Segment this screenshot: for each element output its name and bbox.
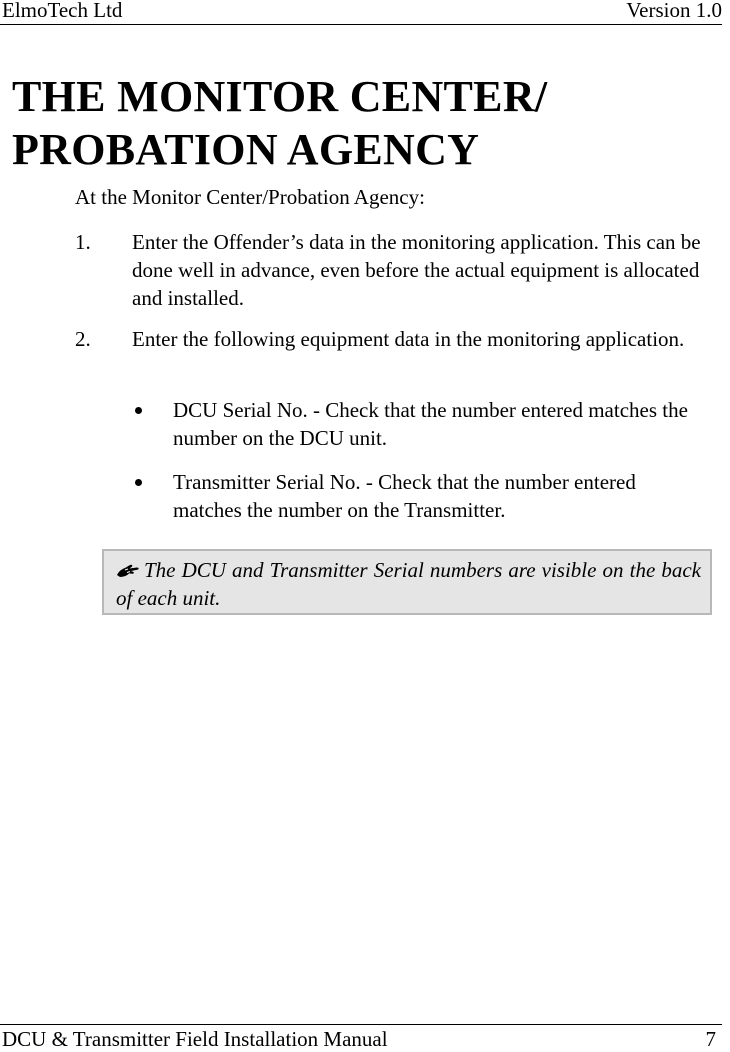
pointing-hand-icon	[116, 562, 140, 578]
bullet-dot-icon	[135, 479, 142, 486]
header-version: Version 1.0	[626, 0, 722, 22]
step-number: 1.	[75, 230, 91, 254]
step-number: 2.	[75, 327, 91, 351]
bullet-text: Transmitter Serial No. - Check that the number entered matches the number on the Transmitter.	[173, 470, 636, 522]
note-text: The DCU and Transmitter Serial numbers are visible on the back of each unit.	[116, 558, 701, 610]
footer-manual-title: DCU & Transmitter Field Installation Manual	[2, 1027, 388, 1051]
footer-page-number: 7	[705, 1027, 716, 1051]
page-header	[0, 0, 722, 25]
note-box	[102, 549, 712, 615]
bullet-dot-icon	[135, 407, 142, 414]
intro-text: At the Monitor Center/Probation Agency:	[75, 185, 425, 209]
page-title	[12, 70, 547, 176]
header-company: ElmoTech Ltd	[2, 0, 123, 22]
title-line-1: THE MONITOR CENTER/	[12, 72, 548, 121]
step-text: Enter the following equipment data in the monitoring application.	[132, 327, 685, 351]
bullet-text: DCU Serial No. - Check that the number entered matches the number on the DCU unit.	[173, 398, 688, 450]
page-footer	[0, 1024, 722, 1051]
title-line-2: PROBATION AGENCY	[12, 125, 480, 174]
step-text: Enter the Offender’s data in the monitoring application. This can be done well in advance, even before the actual equipment is allocated and installed.	[132, 230, 701, 310]
